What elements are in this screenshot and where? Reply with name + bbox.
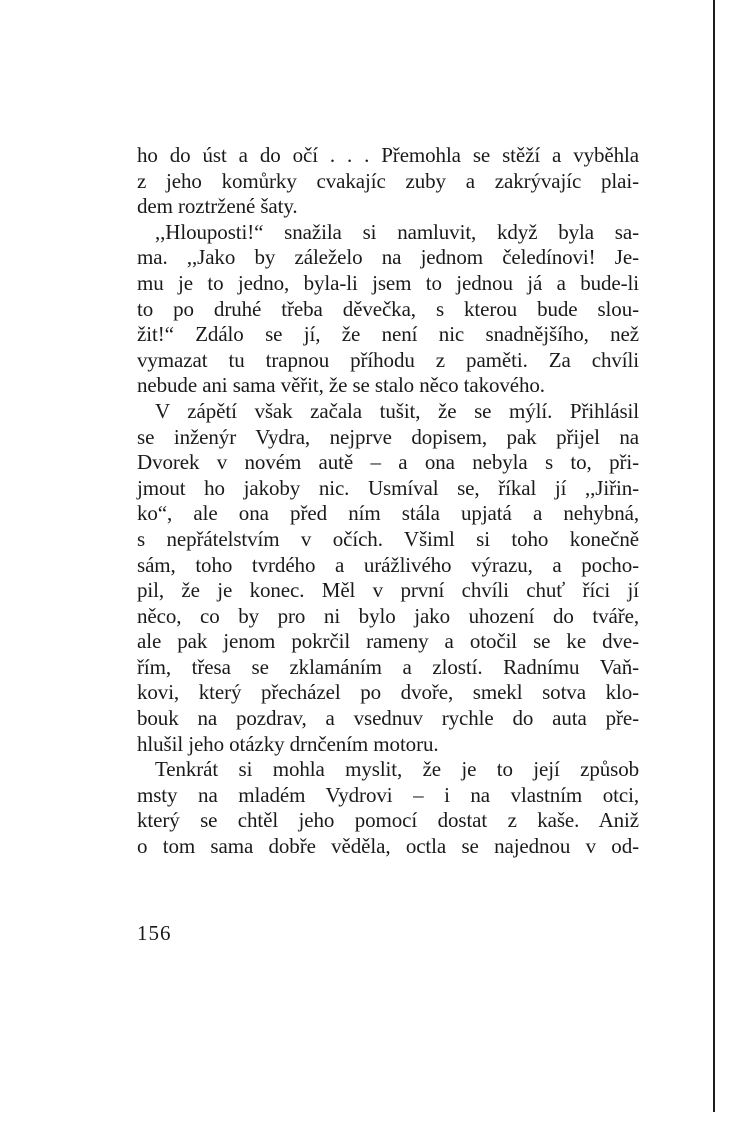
text-line: to po druhé třeba děvečka, s kterou bude slou-: [137, 296, 639, 321]
page-edge-line: [713, 0, 715, 1112]
text-line: o tom sama dobře věděla, octla se najednou v od-: [137, 834, 639, 859]
text-line: ko“, ale ona před ním stála upjatá a nehybná,: [137, 501, 639, 526]
text-line: pil, že je konec. Měl v první chvíli chuť říci jí: [137, 578, 639, 603]
text-line: s nepřátelstvím v očích. Všiml si toho konečně: [137, 526, 639, 551]
text-line: Tenkrát si mohla myslit, že je to její způsob: [155, 757, 639, 782]
text-line: něco, co by pro ni bylo jako uhození do tváře,: [137, 603, 639, 628]
text-line: se inženýr Vydra, nejprve dopisem, pak přijel na: [137, 424, 639, 449]
text-line: ho do úst a do očí . . . Přemohla se stěží a vyběhla: [137, 143, 639, 167]
text-line: nebude ani sama věřit, že se stalo něco takového.: [137, 373, 545, 398]
text-line: ,,Hlouposti!“ snažila si namluvit, když byla sa-: [155, 219, 639, 244]
page-number: 156: [137, 921, 172, 945]
text-line: V zápětí však začala tušit, že se mýlí. Přihlásil: [155, 398, 639, 423]
text-line: mu je to jedno, byla-li jsem to jednou já a bude-li: [137, 270, 639, 295]
text-line: kovi, který přecházel po dvoře, smekl sotva klo-: [137, 680, 639, 705]
text-line: žit!“ Zdálo se jí, že není nic snadnějšího, než: [137, 322, 639, 347]
text-line: sám, toho tvrdého a urážlivého výrazu, a pocho-: [137, 552, 639, 577]
text-line: ma. ,,Jako by záleželo na jednom čeledínovi! Je-: [137, 245, 639, 270]
text-line: který se chtěl jeho pomocí dostat z kaše. Aniž: [137, 808, 639, 833]
text-line: jmout ho jakoby nic. Usmíval se, říkal jí ,,Jiřin-: [137, 475, 639, 500]
text-line: dem roztržené šaty.: [137, 194, 298, 219]
text-line: msty na mladém Vydrovi – i na vlastním otci,: [137, 782, 639, 807]
body-text: [137, 143, 639, 860]
text-line: vymazat tu trapnou příhodu z paměti. Za chvíli: [137, 347, 639, 372]
text-line: Dvorek v novém autě – a ona nebyla s to, při-: [137, 450, 639, 475]
text-line: z jeho komůrky cvakajíc zuby a zakrývajíc plai-: [137, 168, 639, 193]
text-line: ale pak jenom pokrčil rameny a otočil se ke dve-: [137, 629, 639, 654]
text-line: hlušil jeho otázky drnčením motoru.: [137, 731, 439, 756]
text-line: řím, třesa se zklamáním a zlostí. Radnímu Vaň-: [137, 654, 639, 679]
text-line: bouk na pozdrav, a vsednuv rychle do auta pře-: [137, 706, 639, 731]
